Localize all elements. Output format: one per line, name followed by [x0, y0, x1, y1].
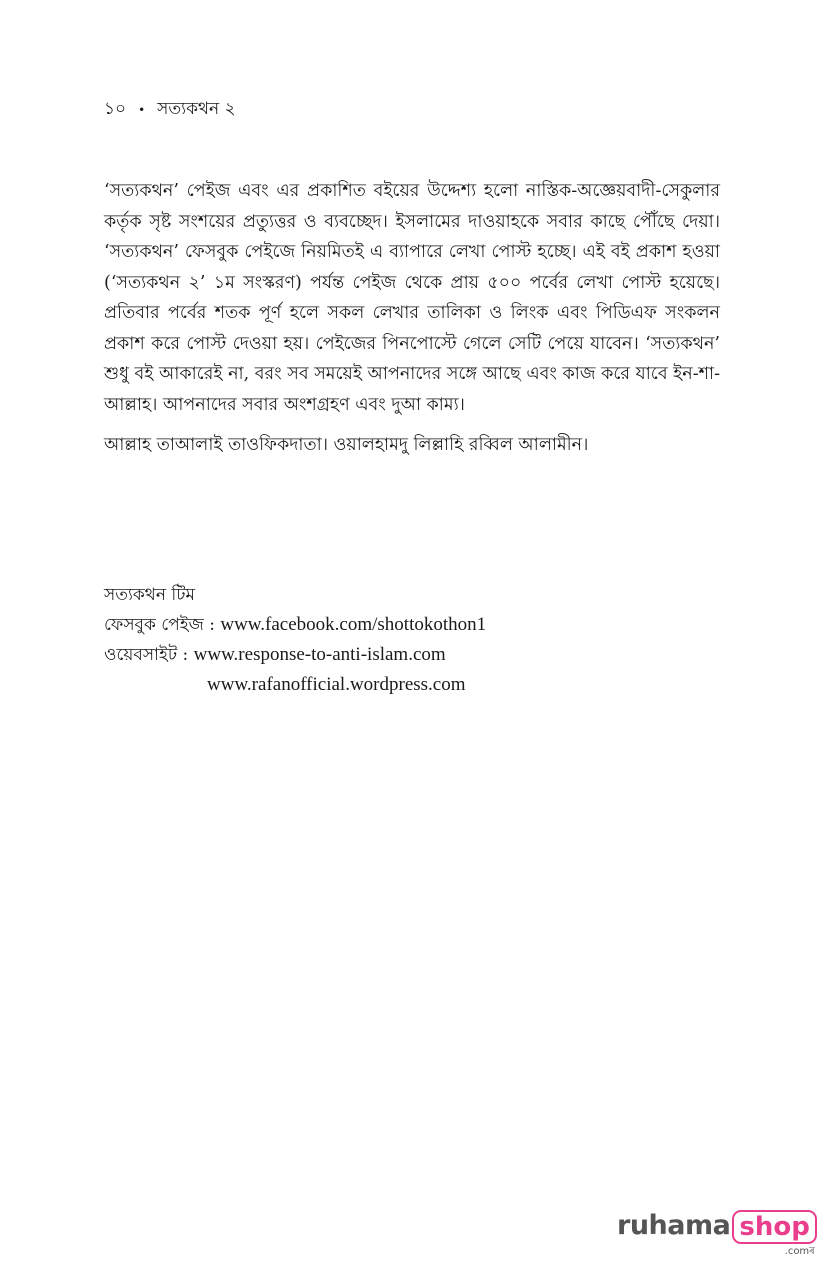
website-label: ওয়েবসাইট :	[104, 645, 189, 665]
header-bullet: •	[138, 103, 146, 117]
facebook-url[interactable]: www.facebook.com/shottokothon1	[220, 614, 487, 635]
facebook-label: ফেসবুক পেইজ :	[104, 615, 215, 635]
paragraph-intro: ‘সত্যকথন’ পেইজ এবং এর প্রকাশিত বইয়ের উদ্দেশ্য হলো নাস্তিক-অজ্ঞেয়বাদী-সেকুলার কর্তৃক সৃষ্ট সংশয়ের প্রত্যুত্তর ও ব্যবচ্ছেদ। ইসলামের দাওয়াহকে সবার কাছে পৌঁছে দেয়া। ‘সত্যকথন’ ফেসবুক পেইজে নিয়মিতই এ ব্যাপারে লেখা পোস্ট হচ্ছে। এই বই প্রকাশ হওয়া (‘সত্যকথন ২’ ১ম সংস্করণ) পর্যন্ত পেইজ থেকে প্রায় ৫০০ পর্বের লেখা পোস্ট হয়েছে। প্রতিবার পর্বের শতক পূর্ণ হলে সকল লেখার তালিকা ও লিংক এবং পিডিএফ সংকলন প্রকাশ করে পোস্ট দেওয়া হয়। পেইজের পিনপোস্টে গেলে সেটি পেয়ে যাবেন। ‘সত্যকথন’ শুধু বই আকারেই না, বরং সব সময়েই আপনাদের সঙ্গে আছে এবং কাজ করে যাবে ইন-শা-আল্লাহ। আপনাদের সবার অংশগ্রহণ এবং দুআ কাম্য।	[104, 181, 720, 415]
logo-text-shop: shop	[732, 1210, 816, 1244]
website-url-1[interactable]: www.response-to-anti-islam.com	[193, 644, 446, 665]
main-text	[104, 176, 720, 471]
credits-block	[104, 580, 486, 700]
team-name: সত্যকথন টিম	[104, 585, 195, 605]
website-row-2	[104, 670, 486, 700]
facebook-row	[104, 610, 486, 640]
page-number: ১০	[104, 99, 127, 119]
ruhamashop-logo	[617, 1210, 817, 1257]
logo-text-ruhama: ruhama	[617, 1210, 731, 1241]
website-row	[104, 640, 486, 670]
book-title: সত্যকথন ২	[157, 99, 236, 119]
logo-text-com: .comৰ	[784, 1246, 815, 1257]
running-header	[104, 96, 236, 124]
website-url-2[interactable]: www.rafanofficial.wordpress.com	[207, 674, 466, 695]
paragraph-closing: আল্লাহ তাআলাই তাওফিকদাতা। ওয়ালহামদু লিল্লাহি রব্বিল আলামীন।	[104, 435, 589, 455]
